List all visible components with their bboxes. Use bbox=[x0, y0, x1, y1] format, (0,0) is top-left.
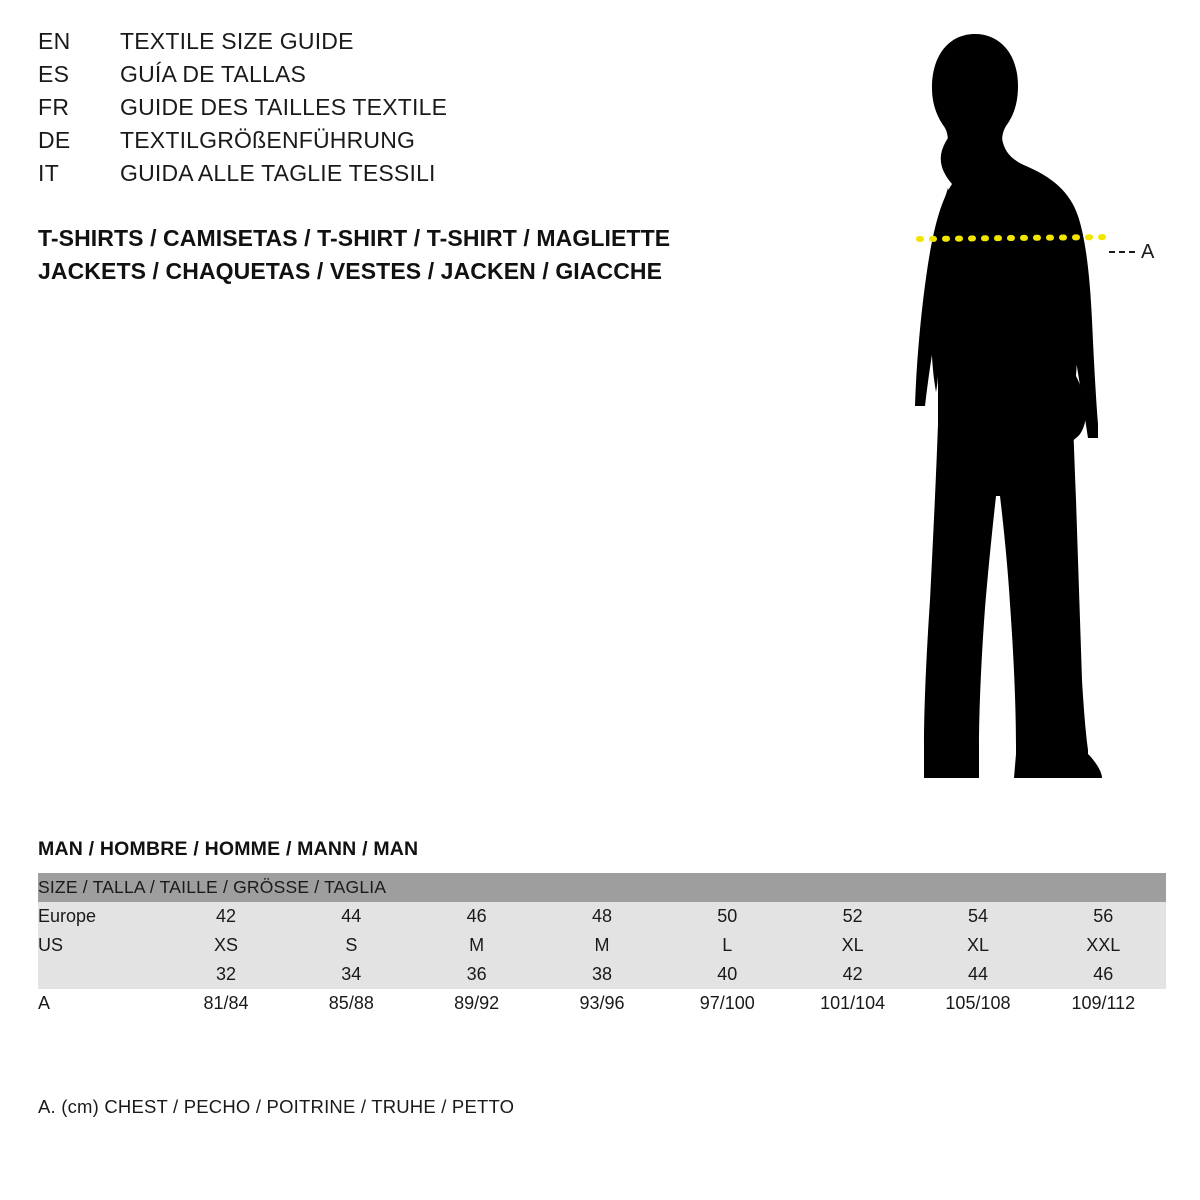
table-heading-man: MAN / HOMBRE / HOMME / MANN / MAN bbox=[38, 838, 419, 860]
cell-europe-3: 46 bbox=[414, 902, 539, 931]
cell-us-7: XL bbox=[915, 931, 1040, 960]
language-title-de: TEXTILGRÖßENFÜHRUNG bbox=[120, 127, 416, 153]
cell-europe-2: 44 bbox=[289, 902, 414, 931]
cell-a-6: 101/104 bbox=[790, 989, 915, 1018]
table-row bbox=[38, 989, 1166, 1018]
table-header-label: SIZE / TALLA / TAILLE / GRÖSSE / TAGLIA bbox=[38, 873, 1166, 902]
cell-numeric-2: 34 bbox=[289, 960, 414, 989]
cell-europe-8: 56 bbox=[1041, 902, 1166, 931]
cell-numeric-5: 40 bbox=[665, 960, 790, 989]
table-row bbox=[38, 902, 1166, 931]
size-table bbox=[38, 873, 1166, 1018]
language-row-de bbox=[38, 127, 738, 160]
language-code-fr: FR bbox=[38, 94, 70, 120]
cell-europe-6: 52 bbox=[790, 902, 915, 931]
cell-numeric-7: 44 bbox=[915, 960, 1040, 989]
callout-label-a: A bbox=[1141, 241, 1155, 263]
language-title-it: GUIDA ALLE TAGLIE TESSILI bbox=[120, 160, 436, 186]
language-row-en bbox=[38, 28, 738, 61]
figure-illustration bbox=[820, 20, 1180, 790]
cell-numeric-1: 32 bbox=[163, 960, 288, 989]
cell-numeric-3: 36 bbox=[414, 960, 539, 989]
cell-us-5: L bbox=[665, 931, 790, 960]
cell-europe-4: 48 bbox=[539, 902, 664, 931]
garment-category-block bbox=[38, 222, 818, 288]
cell-a-1: 81/84 bbox=[163, 989, 288, 1018]
cell-a-2: 85/88 bbox=[289, 989, 414, 1018]
cell-a-3: 89/92 bbox=[414, 989, 539, 1018]
size-table-section bbox=[38, 838, 1166, 1018]
cell-us-6: XL bbox=[790, 931, 915, 960]
cell-a-5: 97/100 bbox=[665, 989, 790, 1018]
cell-us-2: S bbox=[289, 931, 414, 960]
language-row-it bbox=[38, 160, 738, 193]
cell-numeric-4: 38 bbox=[539, 960, 664, 989]
language-title-es: GUÍA DE TALLAS bbox=[120, 61, 307, 87]
cell-numeric-6: 42 bbox=[790, 960, 915, 989]
language-row-es bbox=[38, 61, 738, 94]
cell-europe-1: 42 bbox=[163, 902, 288, 931]
garment-line-jackets: JACKETS / CHAQUETAS / VESTES / JACKEN / GIACCHE bbox=[38, 258, 663, 284]
row-label-numeric bbox=[38, 960, 163, 989]
language-code-de: DE bbox=[38, 127, 71, 153]
cell-a-4: 93/96 bbox=[539, 989, 664, 1018]
callout-dash-icon bbox=[1109, 251, 1135, 253]
cell-a-7: 105/108 bbox=[915, 989, 1040, 1018]
table-row bbox=[38, 960, 1166, 989]
measure-callout-a bbox=[1109, 242, 1154, 262]
cell-us-3: M bbox=[414, 931, 539, 960]
cell-numeric-8: 46 bbox=[1041, 960, 1166, 989]
language-row-fr bbox=[38, 94, 738, 127]
cell-europe-7: 54 bbox=[915, 902, 1040, 931]
row-label-a: A bbox=[38, 989, 163, 1018]
cell-europe-5: 50 bbox=[665, 902, 790, 931]
language-title-block bbox=[38, 28, 738, 193]
cell-us-1: XS bbox=[163, 931, 288, 960]
garment-line-tshirts: T-SHIRTS / CAMISETAS / T-SHIRT / T-SHIRT / MAGLIETTE bbox=[38, 225, 671, 251]
row-label-europe: Europe bbox=[38, 902, 163, 931]
cell-us-8: XXL bbox=[1041, 931, 1166, 960]
table-row-header bbox=[38, 873, 1166, 902]
language-code-en: EN bbox=[38, 28, 71, 54]
table-row bbox=[38, 931, 1166, 960]
cell-a-8: 109/112 bbox=[1041, 989, 1166, 1018]
language-code-es: ES bbox=[38, 61, 70, 87]
male-silhouette-icon bbox=[820, 20, 1180, 790]
chest-measure-line bbox=[919, 237, 1108, 239]
cell-us-4: M bbox=[539, 931, 664, 960]
language-title-en: TEXTILE SIZE GUIDE bbox=[120, 28, 354, 54]
footnote-chest: A. (cm) CHEST / PECHO / POITRINE / TRUHE / PETTO bbox=[38, 1096, 515, 1117]
row-label-us: US bbox=[38, 931, 163, 960]
language-title-fr: GUIDE DES TAILLES TEXTILE bbox=[120, 94, 448, 120]
language-code-it: IT bbox=[38, 160, 60, 186]
